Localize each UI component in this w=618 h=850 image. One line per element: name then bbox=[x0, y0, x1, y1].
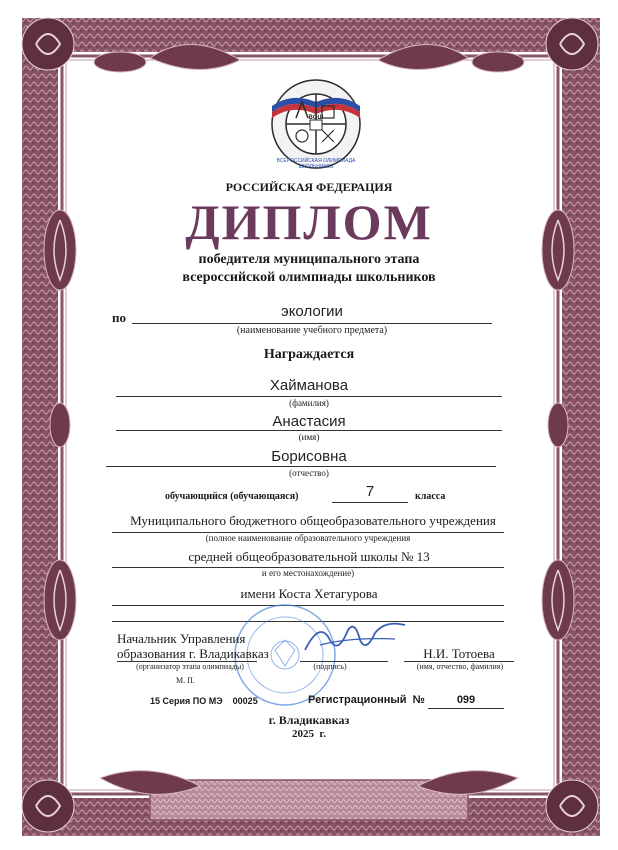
grade-suffix: класса bbox=[415, 491, 446, 502]
surname-underline bbox=[116, 396, 502, 397]
subject-underline bbox=[132, 323, 492, 324]
surname-caption: (фамилия) bbox=[289, 398, 329, 408]
year: 2025 г. bbox=[291, 728, 326, 740]
subject-prefix: по bbox=[112, 310, 126, 325]
stamp-label: М. П. bbox=[176, 676, 195, 685]
handwritten-signature bbox=[300, 615, 410, 660]
country-name: РОССИЙСКАЯ ФЕДЕРАЦИЯ bbox=[225, 180, 393, 194]
school-caption2: и его местонахождение) bbox=[261, 568, 355, 578]
subject-value: экологии bbox=[281, 303, 343, 320]
patronymic-underline bbox=[106, 466, 496, 467]
emblem-ring-text: ВСЕРОССИЙСКАЯ ОЛИМПИАДА ШКОЛЬНИКОВ bbox=[276, 158, 356, 170]
registration-number: 099 bbox=[456, 694, 476, 706]
school-line1: Муниципального бюджетного общеобразовательного учреждения bbox=[130, 513, 496, 528]
org-title-line2: образования г. Владикавказ bbox=[117, 646, 269, 661]
subject-caption: (наименование учебного предмета) bbox=[236, 325, 388, 336]
name-underline bbox=[116, 430, 502, 431]
grade-label: обучающийся (обучающаяся) bbox=[165, 491, 299, 502]
diploma-title: ДИПЛОМ bbox=[185, 194, 433, 250]
org-caption: (организатор этапа олимпиады) bbox=[136, 662, 244, 671]
registration-underline bbox=[428, 708, 504, 709]
name-caption: (имя) bbox=[298, 432, 320, 442]
org-title-line1: Начальник Управления bbox=[117, 631, 246, 646]
surname-value: Хайманова bbox=[269, 377, 349, 394]
awarded-label: Награждается bbox=[263, 347, 355, 362]
city: г. Владикавказ bbox=[268, 713, 350, 727]
school-caption1: (полное наименование образовательного учреждения bbox=[205, 533, 411, 543]
name-value: Анастасия bbox=[272, 413, 346, 430]
registration-label: Регистрационный № bbox=[308, 694, 425, 706]
patronymic-value: Борисовна bbox=[271, 448, 347, 465]
subtitle-line2: всероссийской олимпиады школьников bbox=[182, 270, 436, 285]
grade-value: 7 bbox=[365, 483, 375, 500]
grade-underline bbox=[332, 502, 408, 503]
subtitle-line1: победителя муниципального этапа bbox=[198, 252, 420, 267]
school-line2: средней общеобразовательной школы № 13 bbox=[188, 549, 430, 564]
olympiad-emblem bbox=[262, 72, 370, 172]
serial-number: 15 Серия ПО МЭ 00025 bbox=[150, 696, 258, 706]
emblem-center-letters: ВОШ bbox=[308, 115, 324, 121]
sign-caption: (подпись) bbox=[313, 662, 347, 671]
patronymic-caption: (отчество) bbox=[289, 468, 329, 478]
signer-name: Н.И. Тотоева bbox=[423, 646, 495, 661]
signer-caption: (имя, отчество, фамилия) bbox=[416, 662, 504, 671]
school-line3: имени Коста Хетагурова bbox=[240, 586, 378, 601]
